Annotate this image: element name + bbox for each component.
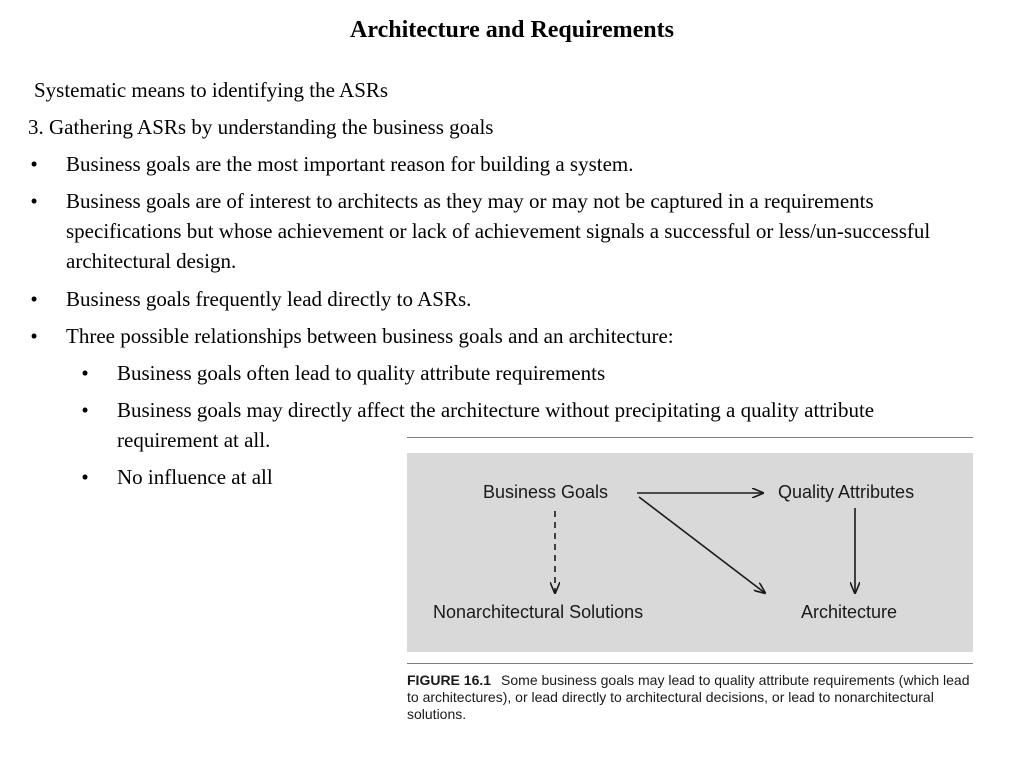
sub-bullet-marker: • bbox=[81, 465, 89, 489]
node-business-goals: Business Goals bbox=[483, 482, 609, 502]
node-quality-attributes: Quality Attributes bbox=[778, 482, 915, 502]
figure-top-rule bbox=[407, 437, 973, 438]
sub-bullet-marker: • bbox=[81, 361, 89, 385]
figure-caption bbox=[407, 672, 973, 723]
bullet-marker: • bbox=[30, 287, 38, 311]
bullet-marker: • bbox=[30, 189, 38, 213]
bullet-item: Business goals frequently lead directly to ASRs. bbox=[66, 287, 472, 311]
node-architecture: Architecture bbox=[801, 602, 898, 622]
sub-bullet-marker: • bbox=[81, 398, 89, 422]
slide-title: Architecture and Requirements bbox=[350, 17, 674, 43]
bullet-item: Three possible relationships between business goals and an architecture: bbox=[66, 324, 674, 348]
figure-16-1 bbox=[407, 437, 973, 727]
sub-bullet-item: Business goals often lead to quality attribute requirements bbox=[117, 361, 606, 385]
figure-caption-label: FIGURE 16.1 bbox=[407, 672, 492, 688]
subtitle: Systematic means to identifying the ASRs bbox=[34, 78, 389, 102]
sub-bullet-item: Business goals may directly affect the architecture without precipitating a quality attribute requirement at all. bbox=[117, 398, 875, 452]
arrow-goals-to-architecture bbox=[639, 497, 765, 593]
bullet-item: Business goals are of interest to architects as they may or may not be captured in a requirements specifications but whose achievement or lack of achievement signals a successful or less/un-successful architectural design. bbox=[66, 189, 931, 273]
bullet-marker: • bbox=[30, 324, 38, 348]
sub-bullet-item: No influence at all bbox=[117, 465, 273, 489]
node-nonarchitectural-solutions: Nonarchitectural Solutions bbox=[433, 602, 644, 622]
bullet-item: Business goals are the most important reason for building a system. bbox=[66, 152, 634, 176]
bullet-marker: • bbox=[30, 152, 38, 176]
figure-bottom-rule bbox=[407, 663, 973, 664]
figure-caption-text: Some business goals may lead to quality attribute requirements (which lead to architectures), or lead directly to architectural decisions, or lead to nonarchitectural solutions. bbox=[407, 672, 970, 722]
diagram-box bbox=[407, 453, 973, 652]
section-heading: 3. Gathering ASRs by understanding the business goals bbox=[28, 115, 494, 139]
